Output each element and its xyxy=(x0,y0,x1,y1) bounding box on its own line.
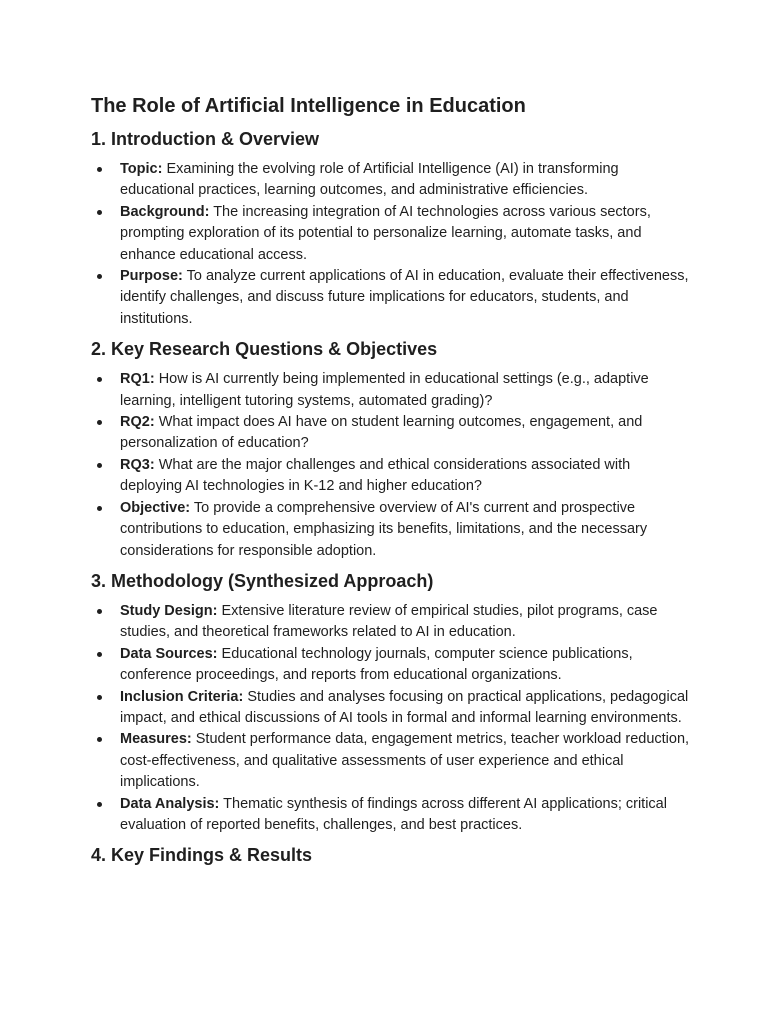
list-item xyxy=(91,159,691,202)
item-text: Studies and analyses focusing on practical applications, pedagogical impact, and ethical discussions of AI tools in formal and informal learning environments. xyxy=(120,688,689,726)
item-text: To analyze current applications of AI in education, evaluate their effectiveness, identify challenges, and discuss future implications for educators, students, and institutions. xyxy=(120,268,689,327)
list-item xyxy=(91,266,691,330)
item-label: Data Analysis: xyxy=(120,795,220,812)
document-page xyxy=(91,92,691,875)
bullet-icon xyxy=(97,802,102,807)
item-text: What impact does AI have on student learning outcomes, engagement, and personalization of education? xyxy=(120,414,643,452)
list-item xyxy=(91,794,691,837)
bullet-icon xyxy=(97,463,102,468)
list-item xyxy=(91,729,691,793)
item-text: Examining the evolving role of Artificial Intelligence (AI) in transforming educational practices, learning outcomes, and administrative efficiencies. xyxy=(120,161,619,199)
bullet-icon xyxy=(97,652,102,657)
section-heading-introduction: 1. Introduction & Overview xyxy=(91,129,320,149)
document-title: The Role of Artificial Intelligence in Education xyxy=(91,95,526,117)
list-item xyxy=(91,369,691,412)
item-label: Background: xyxy=(120,203,210,220)
item-label: RQ3: xyxy=(120,456,155,473)
list-item xyxy=(91,202,691,266)
bullet-icon xyxy=(97,609,102,614)
methodology-list xyxy=(91,601,691,836)
item-label: Measures: xyxy=(120,731,192,748)
list-item xyxy=(91,455,691,498)
item-label: Data Sources: xyxy=(120,645,218,662)
introduction-list xyxy=(91,159,691,330)
bullet-icon xyxy=(97,377,102,382)
item-label: RQ1: xyxy=(120,371,155,388)
section-heading-research-questions: 2. Key Research Questions & Objectives xyxy=(91,339,438,360)
list-item xyxy=(91,687,691,730)
item-text: To provide a comprehensive overview of AI's current and prospective contributions to education, emphasizing its benefits, limitations, and the necessary considerations for responsible adoption. xyxy=(120,499,648,559)
list-item xyxy=(91,644,691,687)
section-heading-findings: 4. Key Findings & Results xyxy=(91,845,313,866)
item-label: Objective: xyxy=(120,499,191,516)
list-item xyxy=(91,412,691,455)
research-questions-list xyxy=(91,369,691,562)
item-text: Student performance data, engagement metrics, teacher workload reduction, cost-effectiveness, and qualitative assessments of user experience and ethical implications. xyxy=(120,731,690,791)
bullet-icon xyxy=(97,695,102,700)
item-label: Study Design: xyxy=(120,602,218,619)
list-item xyxy=(91,498,691,562)
bullet-icon xyxy=(97,737,102,742)
item-text: Thematic synthesis of findings across different AI applications; critical evaluation of reported benefits, challenges, and best practices. xyxy=(120,795,667,833)
item-text: The increasing integration of AI technologies across various sectors, prompting exploration of its potential to personalize learning, automate tasks, and enhance educational access. xyxy=(120,203,651,263)
item-text: Extensive literature review of empirical studies, pilot programs, case studies, and theoretical frameworks related to AI in education. xyxy=(120,602,658,641)
item-label: Purpose: xyxy=(120,268,183,285)
item-label: Inclusion Criteria: xyxy=(120,688,244,705)
item-text: How is AI currently being implemented in educational settings (e.g., adaptive learning, intelligent tutoring systems, automated grading)? xyxy=(120,371,649,409)
bullet-icon xyxy=(97,167,102,172)
list-item xyxy=(91,601,691,644)
bullet-icon xyxy=(97,210,102,215)
item-text: Educational technology journals, computer science publications, conference proceedings, and reports from educational organizations. xyxy=(120,645,633,684)
bullet-icon xyxy=(97,274,102,279)
bullet-icon xyxy=(97,506,102,511)
item-label: RQ2: xyxy=(120,414,155,431)
section-heading-methodology: 3. Methodology (Synthesized Approach) xyxy=(91,570,434,591)
bullet-icon xyxy=(97,420,102,425)
item-text: What are the major challenges and ethical considerations associated with deploying AI technologies in K-12 and higher education? xyxy=(120,456,631,495)
item-label: Topic: xyxy=(120,161,163,177)
